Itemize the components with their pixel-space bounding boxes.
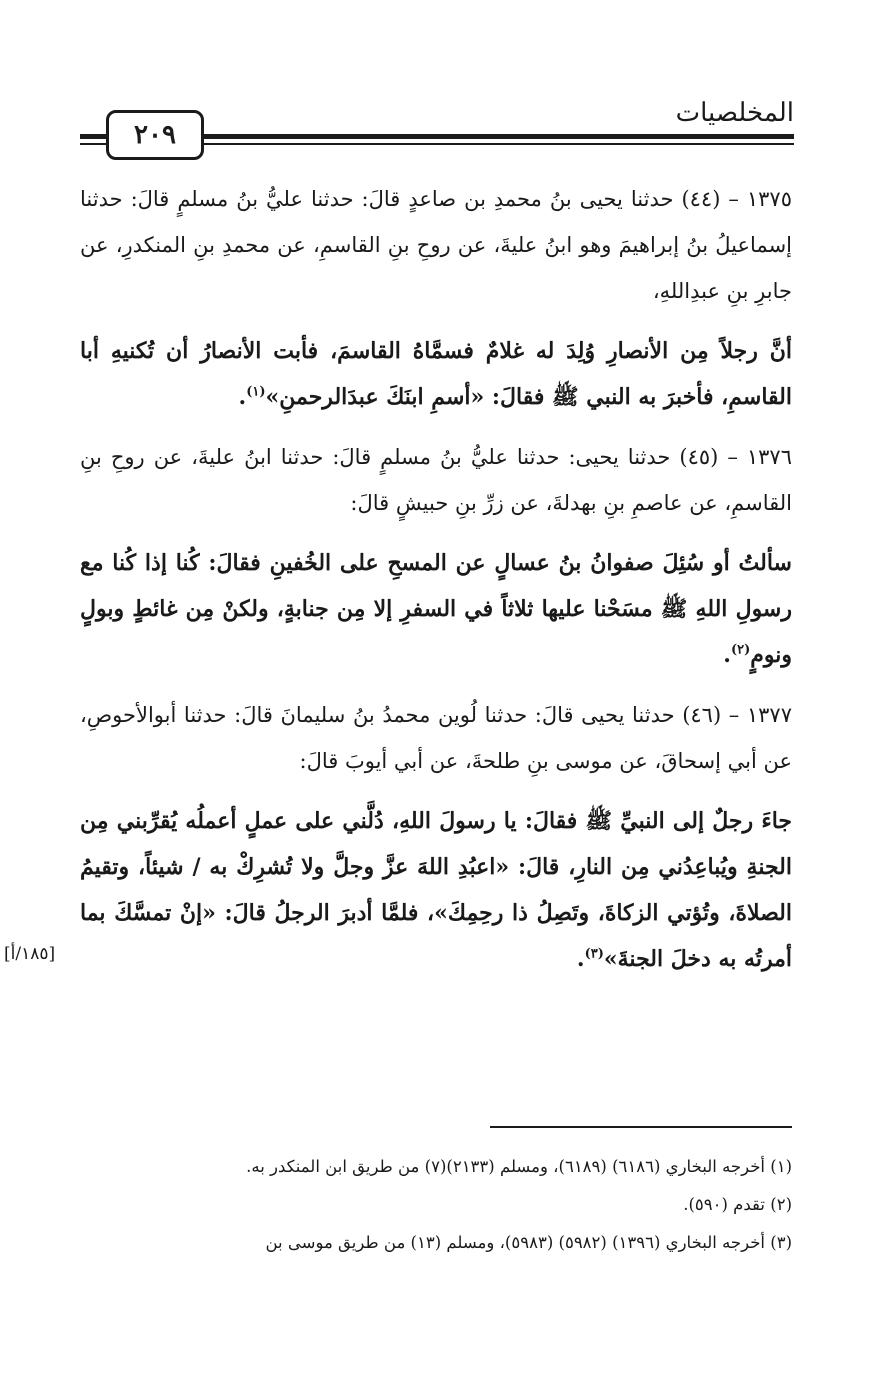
paragraph-end-mark: . <box>723 642 731 668</box>
paragraph-end-mark: . <box>576 946 585 972</box>
paragraph-text: ١٣٧٥ – (٤٤) حدثنا يحيى بنُ محمدِ بن صاعدٍ قالَ: حدثنا عليُّ بنُ مسلمٍ قالَ: حدثنا إسماعيلُ بنُ إبراهيمَ وهو ابنُ عليةَ، عن روحِ بنِ القاسمِ، عن محمدِ بنِ المنكدرِ، عن جابرِ بنِ عبدِاللهِ، <box>80 187 792 303</box>
hadith-isnad-1375 <box>80 176 792 314</box>
page-header <box>80 98 794 158</box>
hadith-matn-1375 <box>80 328 792 420</box>
manuscript-folio-note: [١٨٥/أ] <box>4 944 56 964</box>
footnote-reference[interactable]: (٣) <box>584 946 604 962</box>
footnote-3: (٣) أخرجه البخاري (١٣٩٦) (٥٩٨٢) (٥٩٨٣)، ومسلم (١٣) من طريق موسى بن <box>265 1233 792 1252</box>
footnote-separator <box>490 1126 792 1128</box>
hadith-isnad-1376 <box>80 434 792 526</box>
running-title: المخلصيات <box>675 98 794 128</box>
page-number: ٢٠٩ <box>106 110 204 160</box>
paragraph-end-mark: . <box>238 384 247 410</box>
main-text <box>80 176 792 996</box>
footnote-1: (١) أخرجه البخاري (٦١٨٦) (٦١٨٩)، ومسلم (٢١٣٣)(٧) من طريق ابن المنكدر به. <box>246 1157 792 1176</box>
paragraph-text: ١٣٧٧ – (٤٦) حدثنا يحيى قالَ: حدثنا لُوين محمدُ بنُ سليمانَ قالَ: حدثنا أبوالأحوصِ، عن أبي إسحاقَ، عن موسى بنِ طلحةَ، عن أبي أيوبَ قالَ: <box>80 703 792 773</box>
paragraph-text: جاءَ رجلٌ إلى النبيِّ ﷺ فقالَ: يا رسولَ اللهِ، دُلَّني على عملٍ أعملُه يُقرِّبني مِن الجنةِ ويُباعِدُني مِن النارِ، قالَ: «اعبُدِ اللهَ عزَّ وجلَّ ولا تُشرِكْ به / شيئاً، وتقيمُ الصلاةَ، وتُؤتي الزكاةَ، وتَصِلُ ذا رحِمِكَ»، فلمَّا أدبرَ الرجلُ قالَ: «إنْ تمسَّكَ بما أمرتُه به دخلَ الجنةَ» <box>80 808 792 972</box>
footnote-reference[interactable]: (١) <box>246 384 266 400</box>
footnote-reference[interactable]: (٢) <box>730 642 751 658</box>
hadith-matn-1376 <box>80 540 792 678</box>
hadith-matn-1377 <box>80 798 792 982</box>
hadith-isnad-1377 <box>80 692 792 784</box>
paragraph-text: أنَّ رجلاً مِن الأنصارِ وُلِدَ له غلامٌ فسمَّاهُ القاسمَ، فأبت الأنصارُ أن تُكنيهِ أبا القاسمِ، فأخبرَ به النبي ﷺ فقالَ: «أسمِ ابنَكَ عبدَالرحمنِ» <box>80 338 792 410</box>
footnote-2: (٢) تقدم (٥٩٠). <box>683 1195 792 1214</box>
paragraph-text: سألتُ أو سُئِلَ صفوانُ بنُ عسالٍ عن المسحِ على الخُفينِ فقالَ: كُنا إذا كُنا مع رسولِ اللهِ ﷺ مسَحْنا عليها ثلاثاً في السفرِ إلا مِن جنابةٍ، ولكنْ مِن غائطٍ وبولٍ ونومٍ <box>80 550 792 668</box>
paragraph-text: ١٣٧٦ – (٤٥) حدثنا يحيى: حدثنا عليُّ بنُ مسلمٍ قالَ: حدثنا ابنُ عليةَ، عن روحِ بنِ القاسمِ، عن عاصمِ بنِ بهدلةَ، عن زرِّ بنِ حبيشٍ قالَ: <box>80 445 792 515</box>
footnotes <box>80 1148 792 1262</box>
